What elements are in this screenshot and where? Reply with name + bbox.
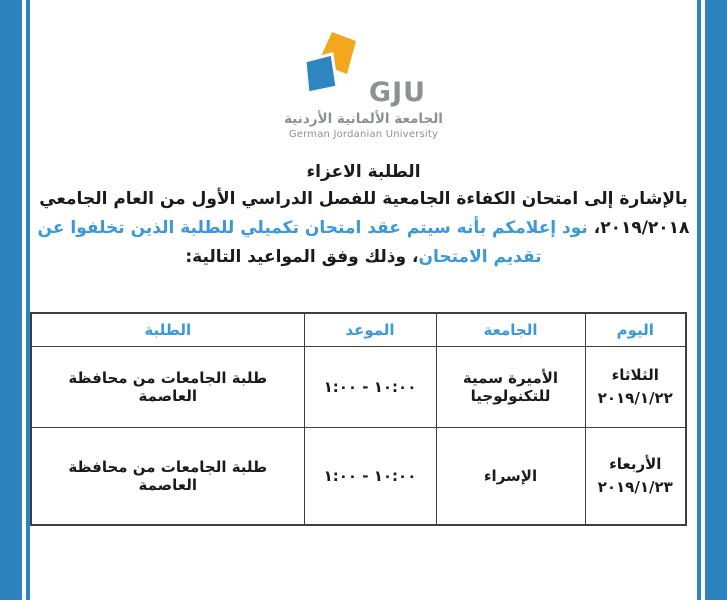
gju-logo-mark-icon (301, 30, 361, 108)
column-header-day: اليوم (585, 313, 686, 347)
column-header-time: الموعد (304, 313, 436, 347)
students-cell: طلبة الجامعات من محافظة العاصمة (31, 428, 304, 526)
notice-line-3-highlight: تقديم الامتحان (418, 247, 542, 267)
gju-logo (30, 30, 697, 140)
time-cell (304, 347, 436, 428)
column-header-university: الجامعة (436, 313, 585, 347)
notice-line-3 (30, 243, 697, 272)
right-thin-border-line (697, 0, 701, 600)
table-row (31, 428, 686, 526)
notice-body (30, 185, 697, 272)
day-date: ٢٠١٩/١/٢٣ (597, 478, 673, 496)
notice-line-2 (30, 214, 697, 243)
students-cell: طلبة الجامعات من محافظة العاصمة (31, 347, 304, 428)
logo-name-english: German Jordanian University (288, 129, 439, 140)
day-cell (585, 347, 686, 428)
day-name: الأربعاء (609, 455, 662, 473)
exam-schedule-table (30, 312, 687, 526)
logo-acronym: GJU (368, 77, 427, 108)
table-header-row (31, 313, 686, 347)
table-row (31, 347, 686, 428)
day-cell (585, 428, 686, 526)
notice-line-2-highlight: نود إعلامكم بأنه سيتم عقد امتحان تكميلي للطلبة الذين تخلفوا عن (37, 218, 588, 238)
university-cell: الإسراء (436, 428, 585, 526)
academic-year: ٢٠١٩/٢٠١٨، (593, 218, 690, 238)
day-name: الثلاثاء (611, 366, 659, 384)
column-header-students: الطلبة (31, 313, 304, 347)
notice-line-3-rest: ، وذلك وفق المواعيد التالية: (185, 247, 419, 267)
notice-greeting: الطلبة الاعزاء (306, 162, 421, 182)
time-cell (304, 428, 436, 526)
notice-document (30, 0, 697, 526)
time-range: ١٠:٠٠ - ١:٠٠ (323, 378, 417, 396)
gju-logo-top (301, 30, 426, 108)
university-cell: الأميرة سمية للتكنولوجيا (436, 347, 585, 428)
right-thick-border-band (705, 0, 727, 600)
notice-line-1: بالإشارة إلى امتحان الكفاءة الجامعية للفصل الدراسي الأول من العام الجامعي (39, 189, 688, 209)
time-range: ١٠:٠٠ - ١:٠٠ (323, 467, 417, 485)
logo-name-arabic: الجامعة الألمانية الأردنية (284, 111, 443, 127)
day-date: ٢٠١٩/١/٢٢ (597, 389, 673, 407)
left-thick-border-band (0, 0, 22, 600)
